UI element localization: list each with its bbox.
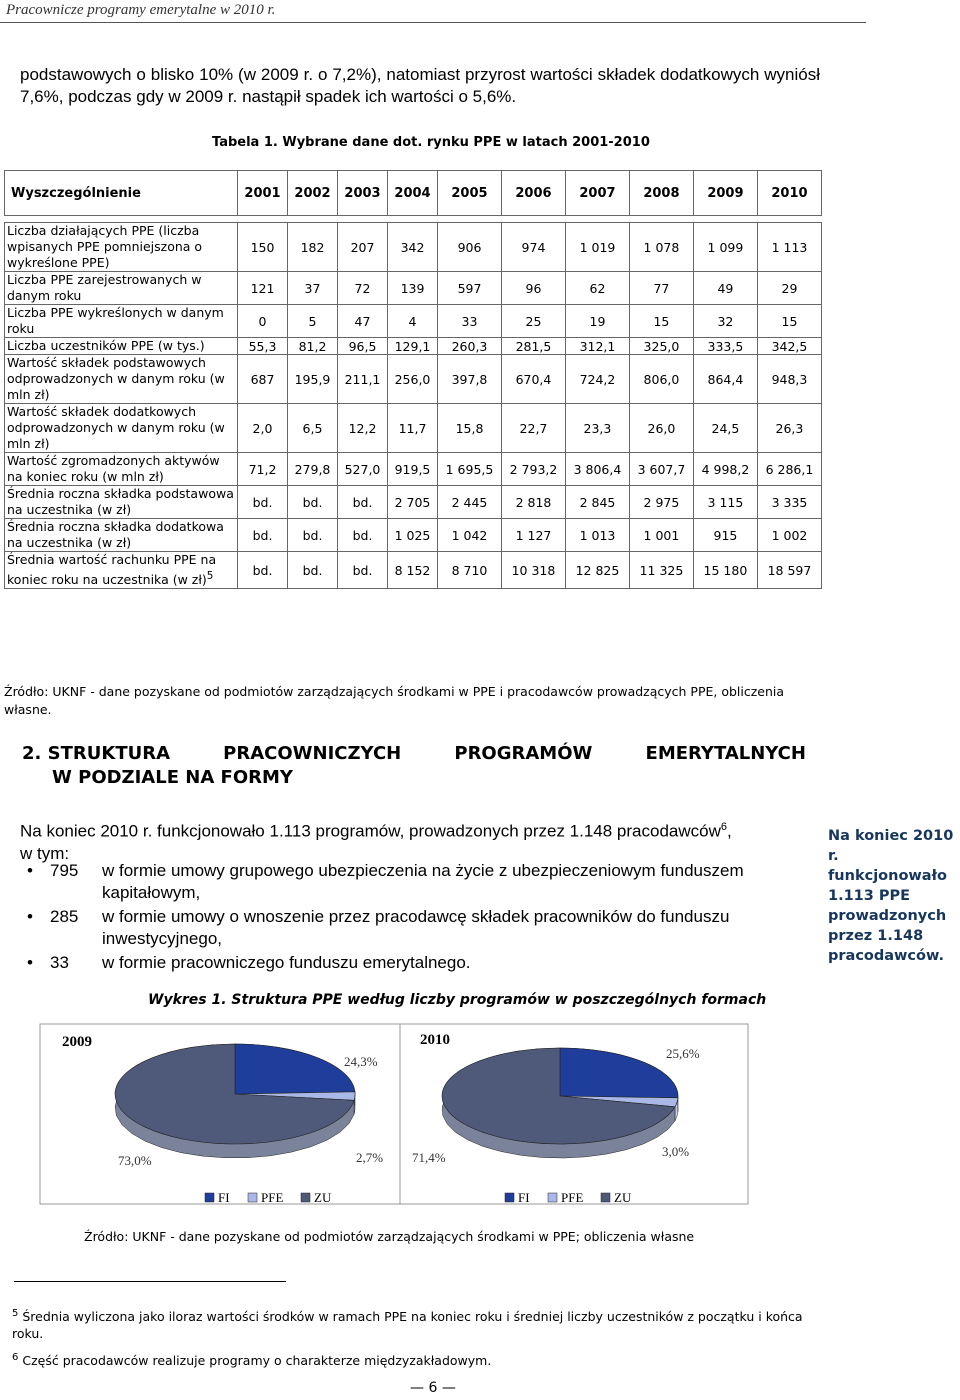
table-cell: bd. [338,552,388,589]
table-cell: 195,9 [288,355,338,404]
bullet-count: 795 [50,861,79,880]
legend-label: FI [518,1190,530,1205]
table-cell: 15 [629,305,693,338]
row-label [5,338,238,355]
table-row [5,305,822,338]
header-year: 2001 [238,171,288,216]
table-cell: 256,0 [388,355,438,404]
table-cell: 342 [388,223,438,272]
footnote-rule [14,1281,286,1282]
table-cell: bd. [238,486,288,519]
table-cell: 18 597 [757,552,821,589]
table-cell: 4 [388,305,438,338]
table-cell: 24,5 [693,404,757,453]
section-heading-first [22,742,170,766]
bullet-list [10,860,810,976]
row-label-text: Średnia wartość rachunku PPE na koniec roku na uczestnika (w zł) [7,552,217,588]
heading-word: STRUKTURA [47,743,171,764]
row-label [5,272,238,305]
data-label: 2,7% [356,1150,384,1165]
table-cell: 864,4 [693,355,757,404]
legend-swatch [601,1193,610,1202]
row-label [5,519,238,552]
bullet-icon: • [27,861,33,880]
table-cell: 8 152 [388,552,438,589]
summary-tail: , [727,821,732,841]
table-cell: 6 286,1 [757,453,821,486]
header-year: 2004 [388,171,438,216]
paragraph-summary [20,816,810,865]
data-table [4,170,822,589]
section-number: 2. [22,743,42,764]
bullet-item [10,952,810,974]
bullet-item [10,860,810,904]
table-cell: 333,5 [693,338,757,355]
table-cell: 26,3 [757,404,821,453]
bullet-text: w formie umowy grupowego ubezpieczenia na życie z ubezpieczeniowym funduszem kapitałowym, [102,861,744,902]
table-cell: 1 025 [388,519,438,552]
row-label-text: Liczba uczestników PPE (w tys.) [7,338,205,353]
table-cell: 3 806,4 [565,453,629,486]
table-cell: 2,0 [238,404,288,453]
table-cell: 1 113 [757,223,821,272]
table-cell: 182 [288,223,338,272]
table-cell: 397,8 [438,355,502,404]
section-heading-line2: W PODZIALE NA FORMY [52,767,293,788]
table-cell: 55,3 [238,338,288,355]
table-row [5,453,822,486]
table-cell: 597 [438,272,502,305]
chart-title: 2010 [420,1032,450,1048]
table-cell: 2 975 [629,486,693,519]
table-cell: 915 [693,519,757,552]
table-cell: 8 710 [438,552,502,589]
running-header: Pracownicze programy emerytalne w 2010 r. [6,2,276,18]
table-cell: 96 [501,272,565,305]
header-year: 2010 [757,171,821,216]
table-cell: 2 845 [565,486,629,519]
header-year: 2008 [629,171,693,216]
bullet-item [10,906,810,950]
footnote-mark: 5 [12,1308,19,1319]
table-cell: 5 [288,305,338,338]
data-label: 24,3% [344,1054,378,1069]
table-cell: 32 [693,305,757,338]
footnote-5 [12,1305,812,1342]
table-cell: 3 335 [757,486,821,519]
table-cell: 22,7 [501,404,565,453]
table-cell: 281,5 [501,338,565,355]
legend-swatch [205,1193,214,1202]
section-heading-line1 [22,742,806,766]
pie-charts [0,1010,960,1220]
data-label: 73,0% [118,1153,152,1168]
table-cell: 724,2 [565,355,629,404]
table-row [5,223,822,272]
table-row [5,355,822,404]
bullet-count: 33 [50,953,69,972]
bullet-icon: • [27,953,33,972]
header-rule [0,22,866,23]
table-cell: 207 [338,223,388,272]
table-cell: 1 078 [629,223,693,272]
table-row [5,486,822,519]
table-cell: 687 [238,355,288,404]
heading-word: EMERYTALNYCH [645,743,806,764]
data-label: 3,0% [662,1144,690,1159]
summary-line2: w tym: [20,843,70,863]
footnote-ref-6: 6 [720,821,728,833]
table-cell: 25 [501,305,565,338]
footnote-text: Średnia wyliczona jako iloraz wartości środków w ramach PPE na koniec roku i średniej liczby uczestników z początku i końca roku. [12,1309,803,1342]
table-cell: 1 002 [757,519,821,552]
table-cell: 47 [338,305,388,338]
table-cell: 279,8 [288,453,338,486]
table-row [5,404,822,453]
table-cell: 211,1 [338,355,388,404]
header-year: 2002 [288,171,338,216]
table-cell: 342,5 [757,338,821,355]
summary-text: Na koniec 2010 r. funkcjonowało 1.113 programów, prowadzonych przez 1.148 pracodawców [20,821,721,841]
chart-title: 2009 [62,1034,92,1050]
bullet-text: w formie pracowniczego funduszu emerytalnego. [102,953,471,972]
table-cell: 19 [565,305,629,338]
page-number: — 6 — [410,1380,456,1396]
table-cell: 3 607,7 [629,453,693,486]
bullet-text: w formie umowy o wnoszenie przez pracodawcę składek pracowników do funduszu inwestycyjnego, [102,907,730,948]
row-label-text: Wartość składek podstawowych odprowadzonych w danym roku (w mln zł) [7,355,225,402]
table-cell: 29 [757,272,821,305]
data-label: 25,6% [666,1046,700,1061]
table-cell: 260,3 [438,338,502,355]
table-cell: 4 998,2 [693,453,757,486]
legend-swatch [248,1193,257,1202]
legend-label: ZU [314,1190,332,1205]
table-cell: 49 [693,272,757,305]
table-cell: 121 [238,272,288,305]
row-label [5,355,238,404]
legend-swatch [505,1193,514,1202]
table-cell: 6,5 [288,404,338,453]
footnote-ref-5: 5 [206,570,214,582]
table-cell: bd. [238,519,288,552]
table-header-row [5,171,822,216]
row-label [5,552,238,589]
table-cell: bd. [338,486,388,519]
header-year: 2005 [438,171,502,216]
bullet-count: 285 [50,907,79,926]
table-spacer [5,216,822,223]
legend-label: PFE [261,1190,284,1205]
row-label-text: Średnia roczna składka podstawowa na uczestnika (w zł) [7,486,234,517]
table-cell: 77 [629,272,693,305]
row-label-text: Średnia roczna składka dodatkowa na uczestnika (w zł) [7,519,224,550]
table-cell: 1 042 [438,519,502,552]
legend-swatch [548,1193,557,1202]
table-cell: 806,0 [629,355,693,404]
heading-word: PRACOWNICZYCH [223,743,402,764]
margin-note: Na koniec 2010 r. funkcjonowało 1.113 PPE prowadzonych przez 1.148 pracodawców. [828,828,954,964]
row-label-text: Liczba PPE wykreślonych w danym roku [7,305,224,336]
table-cell: 527,0 [338,453,388,486]
row-label-text: Wartość zgromadzonych aktywów na koniec roku (w mln zł) [7,453,220,484]
pie-slice-fi [560,1048,678,1098]
legend-label: PFE [561,1190,584,1205]
table-cell: 1 001 [629,519,693,552]
page-number-value: 6 [428,1380,438,1396]
table-cell: 670,4 [501,355,565,404]
row-label-text: Wartość składek dodatkowych odprowadzonych w danym roku (w mln zł) [7,404,225,451]
table-cell: 1 127 [501,519,565,552]
pie-slice-fi [235,1044,355,1094]
header-year: 2003 [338,171,388,216]
table-cell: bd. [338,519,388,552]
row-label [5,223,238,272]
data-label: 71,4% [412,1150,446,1165]
table-cell: 62 [565,272,629,305]
table-cell: 0 [238,305,288,338]
table-row [5,552,822,589]
table-cell: 150 [238,223,288,272]
table-cell: 906 [438,223,502,272]
table-cell: 15,8 [438,404,502,453]
table-source: Źródło: UKNF - dane pozyskane od podmiotów zarządzających środkami w PPE i pracodawców prowadzących PPE, obliczenia własne. [4,684,785,717]
table-cell: 129,1 [388,338,438,355]
table-cell: 11 325 [629,552,693,589]
table-cell: 2 445 [438,486,502,519]
heading-word: PROGRAMÓW [454,743,593,764]
table-cell: 12 825 [565,552,629,589]
table-cell: bd. [288,486,338,519]
table-cell: 2 705 [388,486,438,519]
table-cell: 2 793,2 [501,453,565,486]
table-cell: 71,2 [238,453,288,486]
footnote-mark: 6 [12,1352,19,1363]
header-year: 2006 [501,171,565,216]
table-caption: Tabela 1. Wybrane dane dot. rynku PPE w latach 2001-2010 [212,135,650,150]
row-label [5,453,238,486]
intro-paragraph: podstawowych o blisko 10% (w 2009 r. o 7,2%), natomiast przyrost wartości składek dodatkowych wyniósł 7,6%, podczas gdy w 2009 r. nastąpił spadek ich wartości o 5,6%. [20,65,820,106]
legend-label: FI [218,1190,230,1205]
row-label [5,305,238,338]
table-cell: 325,0 [629,338,693,355]
bullet-icon: • [27,907,33,926]
table-cell: 37 [288,272,338,305]
table-cell: 139 [388,272,438,305]
table-cell: bd. [288,519,338,552]
table-cell: 96,5 [338,338,388,355]
section-heading [22,742,806,790]
table-cell: 312,1 [565,338,629,355]
header-label: Wyszczególnienie [5,171,238,216]
table-cell: 1 099 [693,223,757,272]
row-label [5,404,238,453]
table-row [5,519,822,552]
figure-caption: Wykres 1. Struktura PPE według liczby programów w poszczególnych formach [148,992,767,1008]
table-cell: 33 [438,305,502,338]
table-cell: 1 695,5 [438,453,502,486]
table-cell: 3 115 [693,486,757,519]
table-row [5,272,822,305]
table-cell: 10 318 [501,552,565,589]
table-cell: bd. [288,552,338,589]
table-cell: 26,0 [629,404,693,453]
table-cell: 23,3 [565,404,629,453]
table-cell: 919,5 [388,453,438,486]
header-year: 2007 [565,171,629,216]
table-cell: 15 180 [693,552,757,589]
figure-source: Źródło: UKNF - dane pozyskane od podmiotów zarządzających środkami w PPE; obliczenia własne [84,1229,695,1244]
table-cell: bd. [238,552,288,589]
footnote-text: Część pracodawców realizuje programy o charakterze międzyzakładowym. [22,1353,492,1369]
table-cell: 974 [501,223,565,272]
table-cell: 72 [338,272,388,305]
table-cell: 2 818 [501,486,565,519]
table-cell: 12,2 [338,404,388,453]
row-label-text: Liczba działających PPE (liczba wpisanych PPE pomniejszona o wykreślone PPE) [7,223,203,270]
legend-swatch [301,1193,310,1202]
row-label [5,486,238,519]
table-cell: 1 019 [565,223,629,272]
table-cell: 15 [757,305,821,338]
footnote-6 [12,1349,812,1369]
table-cell: 11,7 [388,404,438,453]
table-cell: 1 013 [565,519,629,552]
table-row [5,338,822,355]
table-cell: 81,2 [288,338,338,355]
legend-label: ZU [614,1190,632,1205]
table-cell: 948,3 [757,355,821,404]
header-year: 2009 [693,171,757,216]
row-label-text: Liczba PPE zarejestrowanych w danym roku [7,272,202,303]
